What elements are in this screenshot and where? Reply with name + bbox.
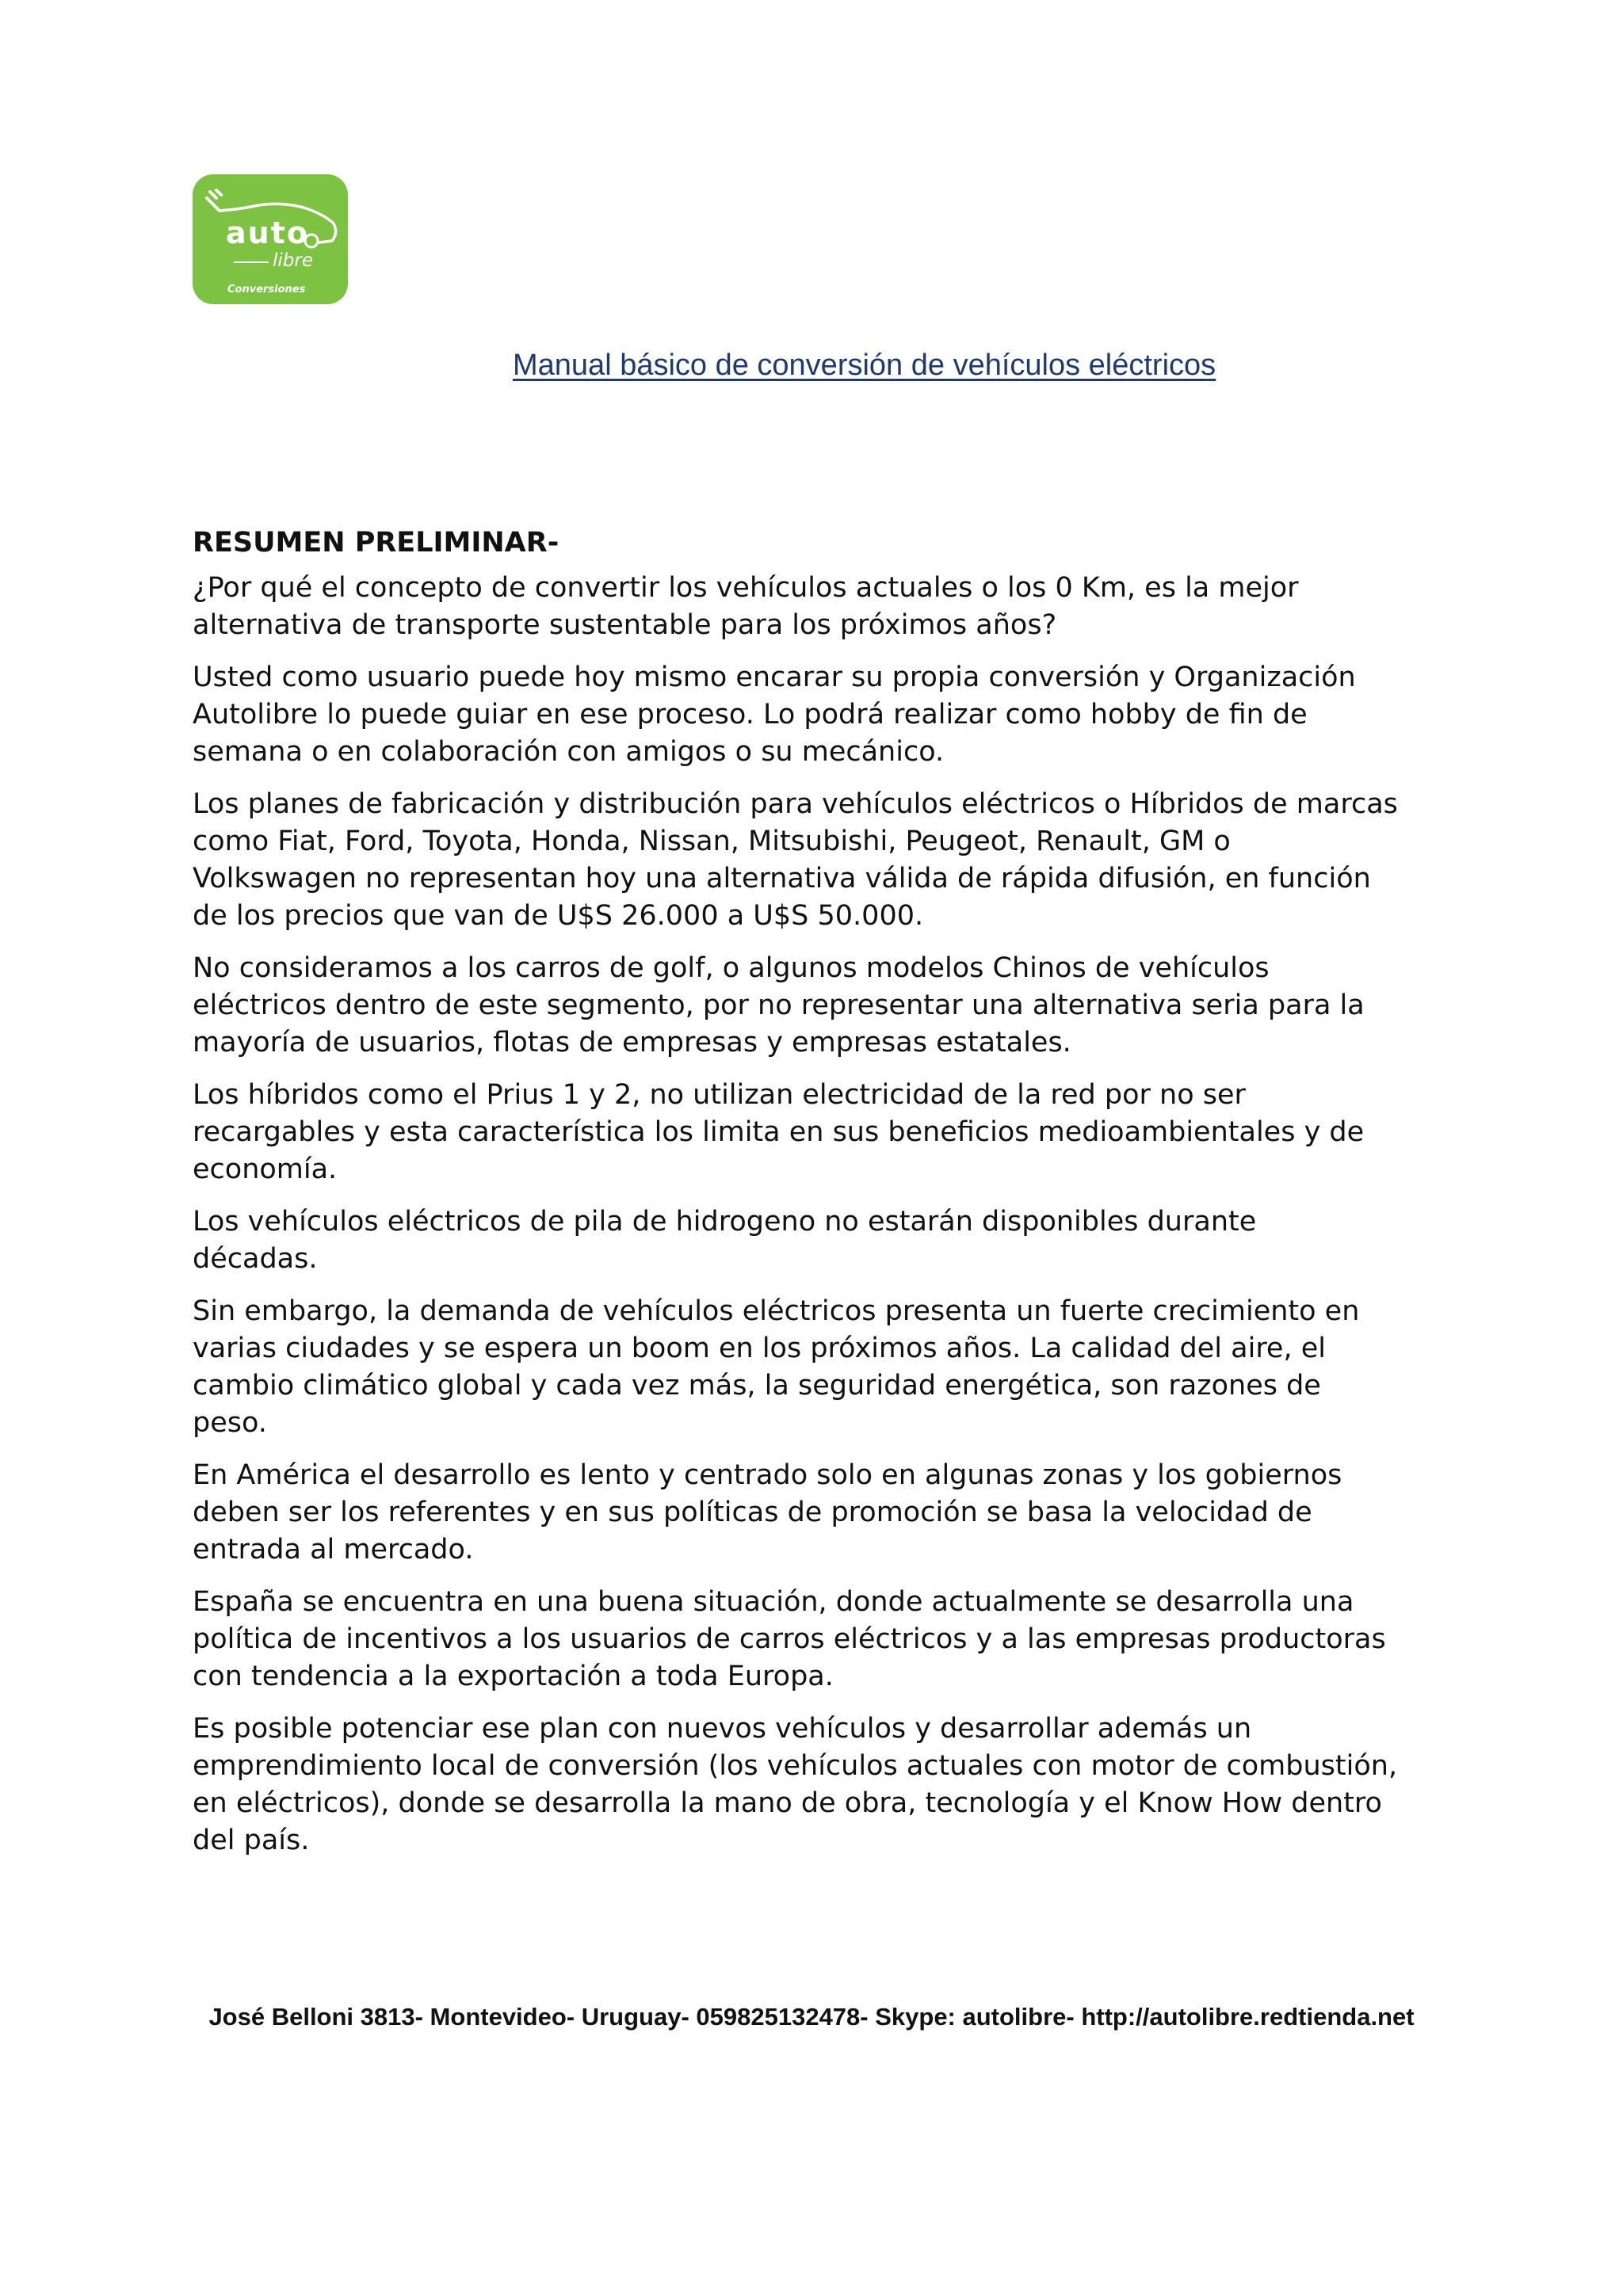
paragraph: Sin embargo, la demanda de vehículos eléctricos presenta un fuerte crecimiento en varias ciudades y se espera un boom en los próximos años. La calidad del aire, el cambio climático global y cada vez más, la seguridad energética, son razones de peso. <box>193 1295 1360 1439</box>
page-footer: José Belloni 3813- Montevideo- Uruguay- 059825132478- Skype: autolibre- http://autolibre.redtienda.net <box>208 2003 1415 2031</box>
paragraph: España se encuentra en una buena situación, donde actualmente se desarrolla una política de incentivos a los usuarios de carros eléctricos y a las empresas productoras con tendencia a la exportación a toda Europa. <box>193 1586 1386 1692</box>
paragraph: No consideramos a los carros de golf, o algunos modelos Chinos de vehículos eléctricos dentro de este segmento, por no representar una alternativa seria para la mayoría de usuarios, flotas de empresas y empresas estatales. <box>193 952 1365 1058</box>
paragraph: Los híbridos como el Prius 1 y 2, no utilizan electricidad de la red por no ser recargables y esta característica los limita en sus beneficios medioambientales y de economía. <box>193 1079 1365 1185</box>
paragraph: En América el desarrollo es lento y centrado solo en algunas zonas y los gobiernos deben ser los referentes y en sus políticas de promoción se basa la velocidad de entrada al mercado. <box>193 1459 1342 1566</box>
paragraph: ¿Por qué el concepto de convertir los vehículos actuales o los 0 Km, es la mejor alternativa de transporte sustentable para los próximos años? <box>193 572 1299 641</box>
document-title: Manual básico de conversión de vehículos eléctricos <box>513 349 1216 382</box>
autolibre-logo <box>193 174 348 304</box>
logo-sub-text: libre <box>273 250 313 271</box>
logo-divider <box>234 261 269 263</box>
document-body <box>193 524 1476 1875</box>
paragraph: Es posible potenciar ese plan con nuevos vehículos y desarrollar además un emprendimiento local de conversión (los vehículos actuales con motor de combustión, en eléctricos), donde se desarrolla la mano de obra, tecnología y el Know How dentro del país. <box>193 1713 1398 1856</box>
paragraph: Los planes de fabricación y distribución para vehículos eléctricos o Híbridos de marcas como Fiat, Ford, Toyota, Honda, Nissan, Mitsubishi, Peugeot, Renault, GM o Volkswagen no representan hoy una alternativa válida de rápida difusión, en función de los precios que van de U$S 26.000 a U$S 50.000. <box>193 788 1398 932</box>
paragraph: Usted como usuario puede hoy mismo encarar su propia conversión y Organización Autolibre lo puede guiar en ese proceso. Lo podrá realizar como hobby de fin de semana o en colaboración con amigos o su mecánico. <box>193 662 1356 768</box>
paragraph: Los vehículos eléctricos de pila de hidrogeno no estarán disponibles durante décadas. <box>193 1206 1257 1275</box>
section-heading: RESUMEN PRELIMINAR- <box>193 527 559 559</box>
logo-tagline: Conversiones <box>227 284 306 296</box>
logo-brand-text: auto <box>226 215 309 250</box>
